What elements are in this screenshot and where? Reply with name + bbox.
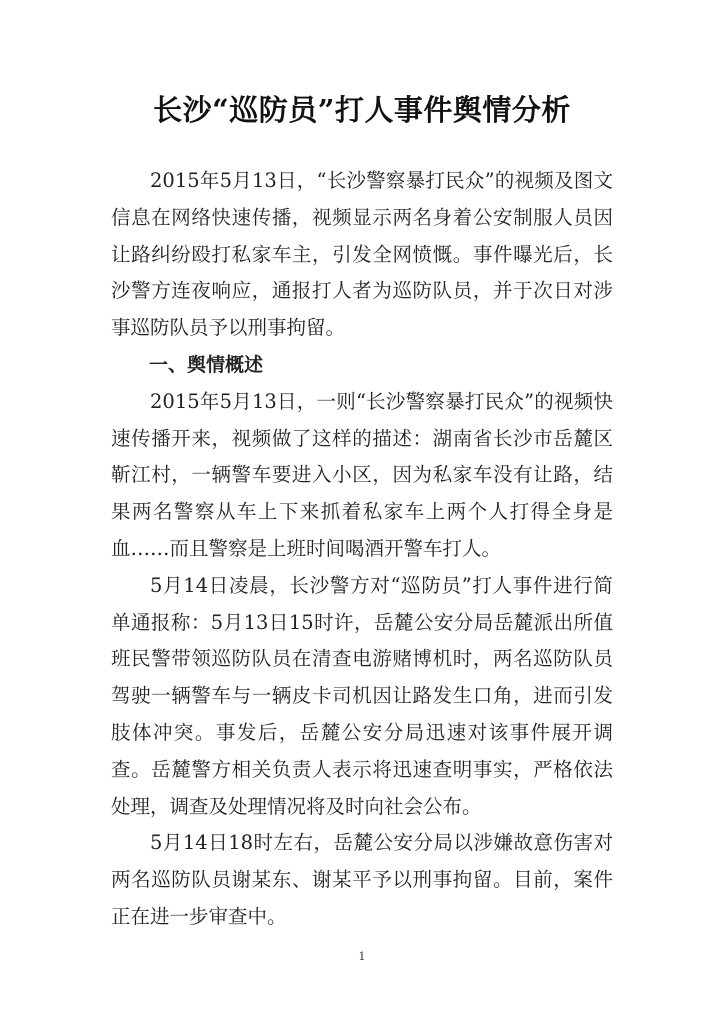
intro-paragraph: 2015年5月13日，“长沙警察暴打民众”的视频及图文信息在网络快速传播，视频显示两名身着公安制服人员因让路纠纷殴打私家车主，引发全网愤慨。事件曝光后，长沙警方连夜响应，通报打人者为巡防队员，并于次日对涉事巡防队员予以刑事拘留。 <box>111 169 613 340</box>
section-paragraph: 5月14日凌晨，长沙警方对“巡防员”打人事件进行简单通报称：5月13日15时许，岳麓公安分局岳麓派出所值班民警带领巡防队员在清查电游赌博机时，两名巡防队员驾驶一辆警车与一辆皮卡司机因让路发生口角，进而引发肢体冲突。事发后，岳麓公安分局迅速对该事件展开调查。岳麓警方相关负责人表示将迅速查明事实，严格依法处理，调查及处理情况将及时向社会公布。 <box>111 573 613 818</box>
section-heading-overview: 一、舆情概述 <box>149 353 264 376</box>
document-title: 长沙“巡防员”打人事件舆情分析 <box>153 93 571 127</box>
section-paragraph: 5月14日18时左右，岳麓公安分局以涉嫌故意伤害对两名巡防队员谢某东、谢某平予以刑事拘留。目前，案件正在进一步审查中。 <box>111 831 613 928</box>
page-number: 1 <box>358 950 366 963</box>
document-body <box>111 163 613 936</box>
section-paragraph: 2015年5月13日，一则“长沙警察暴打民众”的视频快速传播开来，视频做了这样的描述：湖南省长沙市岳麓区靳江村，一辆警车要进入小区，因为私家车没有让路，结果两名警察从车上下来抓着私家车上两个人打得全身是血……而且警察是上班时间喝酒开警车打人。 <box>111 389 613 560</box>
